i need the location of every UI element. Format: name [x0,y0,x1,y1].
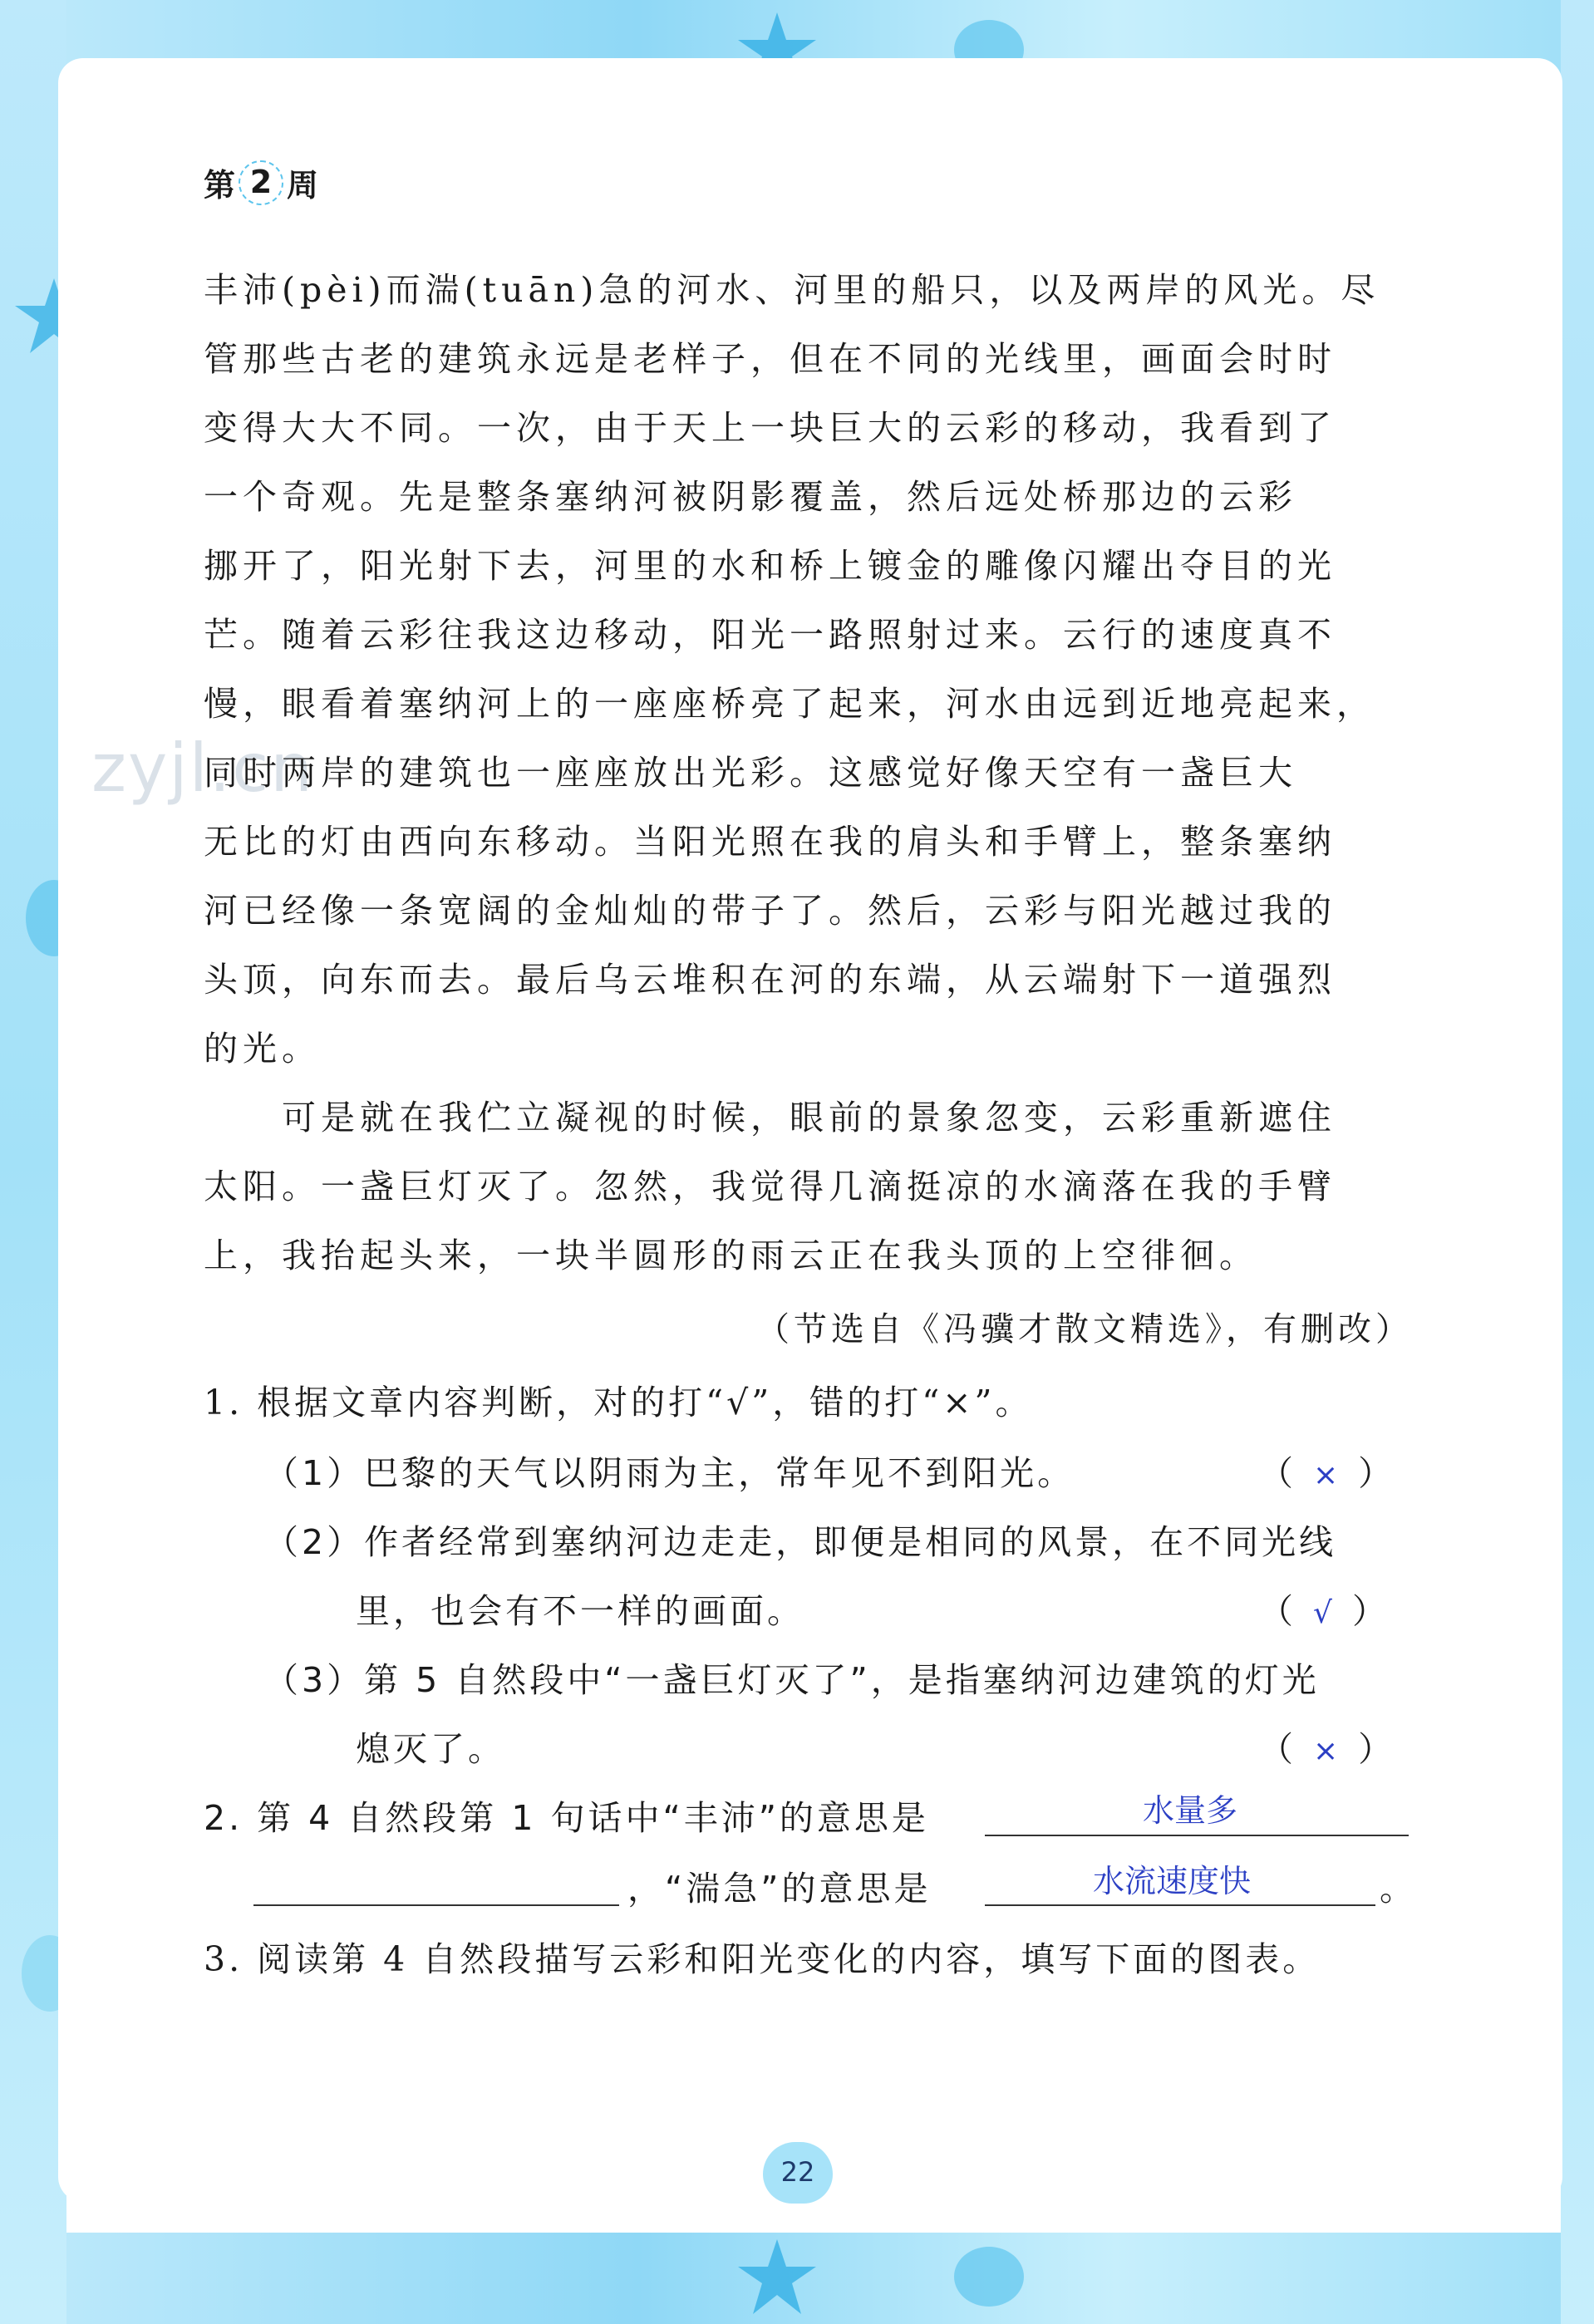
passage-line: 河已经像一条宽阔的金灿灿的带子了。然后，云彩与阳光越过我的 [204,891,1336,931]
passage-line: 无比的灯由西向东移动。当阳光照在我的肩头和手臂上，整条塞纳 [204,822,1336,862]
answer-blank-1-cont[interactable] [253,1904,619,1906]
passage-source: （节选自《冯骥才散文精选》，有删改） [756,1310,1413,1349]
week-suffix: 周 [287,167,319,204]
answer-text-1: 水量多 [1143,1792,1238,1829]
passage [204,256,1409,1290]
passage-line: 慢，眼看着塞纳河上的一座座桥亮了起来，河水由远到近地亮起来， [204,684,1375,724]
passage-line: 挪开了，阳光射下去，河里的水和桥上镀金的雕像闪耀出夺目的光 [204,546,1336,586]
week-prefix: 第 [204,167,236,204]
answer-paren-1: （ × ） [1259,1453,1393,1493]
passage-line: 太阳。一盏巨灯灭了。忽然，我觉得几滴挺凉的水滴落在我的手臂 [204,1167,1336,1206]
question-1-item-2-cont: 里，也会有不一样的画面。 [356,1591,804,1631]
question-1-item-3: （3）第 5 自然段中“一盏巨灯灭了”，是指塞纳河边建筑的灯光 [264,1660,1320,1700]
answer-blank-2[interactable] [985,1904,1375,1906]
shell-icon [947,2239,1031,2314]
answer-paren-3: （ × ） [1259,1729,1393,1769]
question-2-end: 。 [1380,1869,1417,1909]
question-1-item-2: （2）作者经常到塞纳河边走走，即便是相同的风景，在不同光线 [264,1522,1337,1562]
passage-line: 同时两岸的建筑也一座座放出光彩。这感觉好像天空有一盏巨大 [204,753,1297,793]
starfish-icon [731,2235,823,2318]
answer-blank-1[interactable] [985,1835,1409,1836]
passage-line: 可是就在我伫立凝视的时候，眼前的景象忽变，云彩重新遮住 [204,1098,1336,1137]
question-2-stem: 2. 第 4 自然段第 1 句话中“丰沛”的意思是 [204,1798,929,1838]
answer-mark-1: × [1313,1458,1339,1492]
watermark: zyjl.cn [91,730,314,807]
answer-paren-2: （ √ ） [1259,1591,1386,1631]
passage-line: 丰沛(pèi)而湍(tuān)急的河水、河里的船只，以及两岸的风光。尽 [204,270,1380,310]
question-3-stem: 3. 阅读第 4 自然段描写云彩和阳光变化的内容，填写下面的图表。 [204,1939,1321,1979]
week-number: 2 [239,160,283,205]
question-1-stem: 1. 根据文章内容判断，对的打“√”，错的打“×”。 [204,1383,1033,1422]
page-number: 22 [763,2142,833,2204]
decorative-frame-right [1561,0,1594,2324]
answer-mark-2: √ [1313,1596,1332,1630]
passage-line: 的光。 [204,1029,321,1069]
question-1-item-1: （1）巴黎的天气以阴雨为主，常年见不到阳光。 [264,1453,1075,1493]
passage-line: 变得大大不同。一次，由于天上一块巨大的云彩的移动，我看到了 [204,408,1336,448]
answer-mark-3: × [1313,1734,1339,1768]
passage-line: 上，我抬起头来，一块半圆形的雨云正在我头顶的上空徘徊。 [204,1236,1258,1275]
week-label [204,160,318,205]
passage-line: 头顶，向东而去。最后乌云堆积在河的东端，从云端射下一道强烈 [204,960,1336,1000]
passage-line: 一个奇观。先是整条塞纳河被阴影覆盖，然后远处桥那边的云彩 [204,477,1297,517]
question-2-mid: ，“湍急”的意思是 [627,1869,932,1909]
answer-text-2: 水流速度快 [1093,1863,1252,1899]
passage-line: 管那些古老的建筑永远是老样子，但在不同的光线里，画面会时时 [204,339,1336,379]
passage-line: 芒。随着云彩往我这边移动，阳光一路照射过来。云行的速度真不 [204,615,1336,655]
question-1-item-3-cont: 熄灭了。 [356,1729,505,1769]
